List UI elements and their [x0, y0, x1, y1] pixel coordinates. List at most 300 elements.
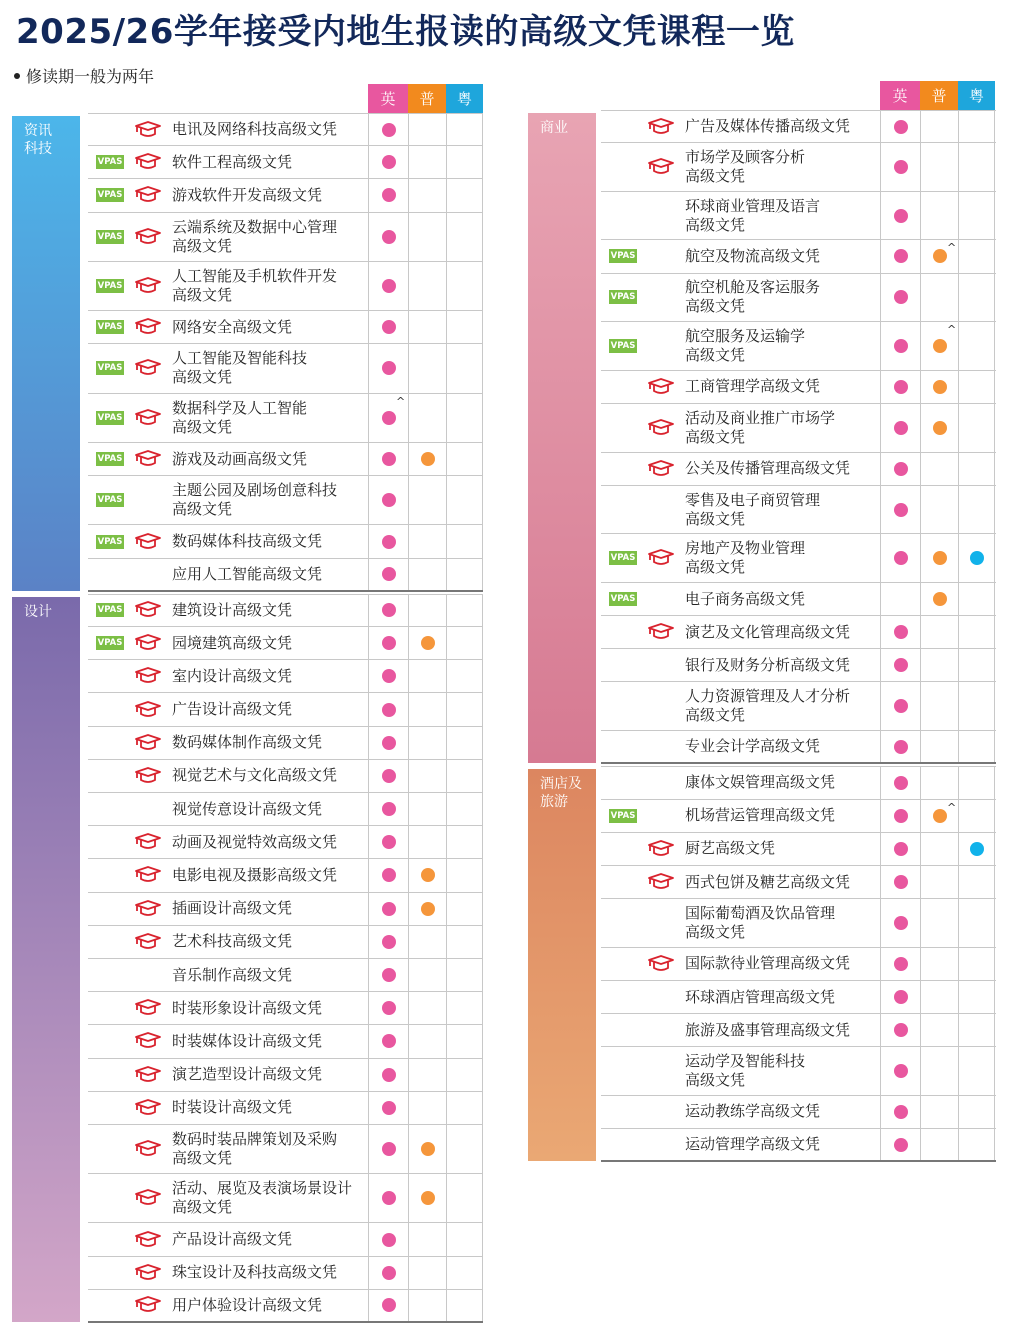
english-dot: [894, 957, 908, 971]
graduation-cap-icon: [647, 157, 675, 177]
english-dot: [382, 1034, 396, 1048]
course-name-line: 高级文凭: [172, 500, 233, 519]
course-name-line: 网络安全高级文凭: [172, 317, 293, 336]
course-row: [88, 594, 483, 627]
english-dot: [894, 875, 908, 889]
course-name: [675, 371, 880, 403]
language-cell-yue: [446, 394, 483, 442]
language-cell-pu: [408, 760, 446, 792]
vpas-badge: VPAS: [97, 412, 123, 423]
course-row: [88, 311, 483, 344]
english-dot: [894, 776, 908, 790]
english-dot: [382, 1068, 396, 1082]
course-row: [88, 826, 483, 859]
language-cell-pu: [920, 274, 958, 322]
course-name-line: 高级文凭: [172, 286, 233, 304]
course-row: [88, 893, 483, 926]
language-cell-yue: [958, 453, 995, 485]
language-cell-yue: [958, 948, 995, 980]
course-row: [601, 1014, 996, 1047]
mandarin-dot: [421, 902, 435, 916]
course-name-line: 专业会计学高级文凭: [685, 737, 821, 756]
language-cell-yue: [958, 899, 995, 947]
course-name-line: 高级文凭: [685, 706, 746, 725]
course-row: [88, 525, 483, 558]
language-cell-en: [368, 1223, 408, 1255]
language-header: [880, 81, 995, 110]
language-cell-pu: [408, 559, 446, 590]
course-row: [601, 371, 996, 404]
vpas-badge: VPAS: [97, 495, 123, 506]
language-cell-pu: [408, 959, 446, 991]
english-dot: [894, 120, 908, 134]
mandarin-dot: [933, 809, 947, 823]
language-cell-yue: [446, 826, 483, 858]
course-name: [162, 311, 368, 343]
english-dot: [894, 1138, 908, 1152]
graduation-cap-icon: [134, 666, 162, 686]
graduation-cap-icon: [134, 1139, 162, 1159]
course-name-line: 电子商务高级文凭: [685, 589, 806, 608]
language-cell-pu: [408, 660, 446, 692]
language-cell-yue: [958, 682, 995, 730]
course-row: [88, 959, 483, 992]
graduation-cap-icon: [134, 227, 162, 247]
course-name-line: 广告设计高级文凭: [172, 700, 293, 719]
language-cell-en: [880, 767, 920, 798]
language-cell-pu: [408, 179, 446, 211]
course-name-line: 西式包饼及糖艺高级文凭: [685, 872, 851, 891]
language-cell-yue: [958, 404, 995, 452]
graduation-cap-icon: [647, 872, 675, 892]
english-dot: [382, 603, 396, 617]
language-cell-en: [368, 1059, 408, 1091]
course-name: [675, 486, 880, 534]
course-name: [162, 959, 368, 991]
category-label: [528, 113, 596, 763]
course-name-line: 用户体验设计高级文凭: [172, 1295, 323, 1314]
course-name: [675, 649, 880, 681]
course-row: [88, 793, 483, 826]
language-cell-en: [880, 1047, 920, 1095]
english-dot: [382, 935, 396, 949]
language-cell-pu: [920, 767, 958, 798]
course-name: [675, 833, 880, 865]
language-cell-yue: [446, 213, 483, 261]
english-dot: [382, 279, 396, 293]
course-name-line: 音乐制作高级文凭: [172, 965, 293, 984]
course-name-line: 高级文凭: [685, 345, 746, 364]
language-cell-yue: [446, 443, 483, 475]
course-name-line: 时装形象设计高级文凭: [172, 998, 323, 1017]
vpas-badge: VPAS: [97, 605, 123, 616]
language-cell-pu: [408, 476, 446, 524]
language-cell-pu: [408, 627, 446, 659]
language-cell-yue: [958, 866, 995, 898]
language-cell-en: [880, 453, 920, 485]
language-cell-en: [880, 731, 920, 762]
language-cell-yue: [958, 731, 995, 762]
english-dot: [894, 1023, 908, 1037]
language-cell-yue: [446, 793, 483, 825]
language-cell-yue: [958, 833, 995, 865]
graduation-cap-icon: [134, 766, 162, 786]
language-cell-pu: [408, 114, 446, 145]
footnote-caret: ^: [396, 394, 406, 408]
course-name-line: 国际款待业管理高级文凭: [685, 954, 851, 973]
course-name: [675, 583, 880, 615]
language-cell-yue: [958, 322, 995, 370]
graduation-cap-icon: [134, 449, 162, 469]
english-dot: [894, 462, 908, 476]
graduation-cap-icon: [134, 633, 162, 653]
language-cell-pu: [408, 926, 446, 958]
language-cell-en: [368, 826, 408, 858]
language-cell-pu: [920, 682, 958, 730]
language-cell-pu: [920, 111, 958, 142]
mandarin-dot: [421, 1191, 435, 1205]
course-name: [162, 926, 368, 958]
language-cell-en: [368, 179, 408, 211]
language-cell-en: [368, 476, 408, 524]
header-english: 英: [368, 84, 408, 113]
language-cell-yue: [446, 1223, 483, 1255]
graduation-cap-icon: [647, 418, 675, 438]
course-name: [162, 1223, 368, 1255]
vpas-badge: VPAS: [97, 231, 123, 242]
course-name: [162, 859, 368, 891]
course-name: [162, 1059, 368, 1091]
course-row: [88, 627, 483, 660]
course-row: [601, 240, 996, 273]
mandarin-dot: [933, 380, 947, 394]
graduation-cap-icon: [134, 1098, 162, 1118]
course-name-line: 软件工程高级文凭: [172, 152, 293, 171]
language-cell-pu: [408, 213, 446, 261]
course-name-line: 人工智能及手机软件开发: [172, 267, 338, 285]
english-dot: [382, 535, 396, 549]
english-dot: [382, 669, 396, 683]
course-name: [675, 800, 880, 832]
english-dot: [382, 1191, 396, 1205]
course-row: [88, 693, 483, 726]
english-dot: [894, 740, 908, 754]
language-cell-pu: [920, 649, 958, 681]
language-cell-en: [368, 114, 408, 145]
language-cell-en: [880, 800, 920, 832]
language-cell-en: [880, 981, 920, 1013]
graduation-cap-icon: [134, 408, 162, 428]
course-name: [162, 394, 368, 442]
language-cell-en: [880, 404, 920, 452]
course-row: [88, 146, 483, 179]
course-name-line: 视觉艺术与文化高级文凭: [172, 766, 338, 785]
duration-note: [14, 64, 154, 87]
language-cell-pu: [920, 731, 958, 762]
course-name-line: 运动教练学高级文凭: [685, 1102, 821, 1121]
english-dot: [894, 249, 908, 263]
english-dot: [382, 452, 396, 466]
english-dot: [894, 842, 908, 856]
language-cell-pu: [920, 800, 958, 832]
english-dot: [382, 411, 396, 425]
english-dot: [382, 155, 396, 169]
language-cell-yue: [446, 1290, 483, 1321]
english-dot: [382, 835, 396, 849]
course-row: [88, 1290, 483, 1323]
course-name-line: 插画设计高级文凭: [172, 899, 293, 918]
language-cell-pu: [408, 1125, 446, 1173]
footnote-caret: ^: [947, 323, 957, 337]
course-name: [162, 893, 368, 925]
course-row: [88, 394, 483, 443]
language-cell-en: [368, 559, 408, 590]
language-cell-en: [368, 1092, 408, 1124]
course-row: [601, 649, 996, 682]
english-dot: [382, 902, 396, 916]
language-cell-yue: [446, 1059, 483, 1091]
course-name-line: 航空服务及运输学: [685, 326, 806, 345]
course-name: [162, 525, 368, 557]
course-group: [88, 113, 483, 592]
course-name: [675, 534, 880, 582]
category-label: [12, 597, 80, 1322]
graduation-cap-icon: [134, 600, 162, 620]
language-cell-en: [880, 192, 920, 240]
course-row: [601, 274, 996, 323]
vpas-badge: VPAS: [97, 454, 123, 465]
course-row: [601, 682, 996, 731]
language-cell-yue: [446, 1257, 483, 1289]
language-cell-pu: [408, 727, 446, 759]
language-cell-pu: [408, 826, 446, 858]
course-name-line: 高级文凭: [172, 1149, 233, 1168]
english-dot: [382, 188, 396, 202]
course-name: [162, 826, 368, 858]
cantonese-dot: [970, 842, 984, 856]
vpas-badge: VPAS: [97, 322, 123, 333]
graduation-cap-icon: [647, 117, 675, 137]
course-name-line: 数据科学及人工智能: [172, 398, 308, 417]
category-label-line: 设计: [24, 603, 52, 620]
mandarin-dot: [933, 421, 947, 435]
language-cell-pu: [408, 595, 446, 626]
course-name: [675, 981, 880, 1013]
course-row: [88, 113, 483, 146]
course-name-line: 室内设计高级文凭: [172, 666, 293, 685]
course-name-line: 建筑设计高级文凭: [172, 600, 293, 619]
course-name-line: 时装设计高级文凭: [172, 1098, 293, 1117]
course-name: [675, 322, 880, 370]
course-name: [162, 793, 368, 825]
english-dot: [382, 1298, 396, 1312]
language-cell-en: [880, 1096, 920, 1128]
course-name: [162, 146, 368, 178]
language-cell-yue: [958, 1096, 995, 1128]
language-cell-pu: [408, 1092, 446, 1124]
language-cell-en: [880, 240, 920, 272]
language-cell-en: [368, 262, 408, 310]
language-cell-yue: [446, 959, 483, 991]
english-dot: [894, 503, 908, 517]
course-row: [601, 1096, 996, 1129]
course-name-line: 动画及视觉特效高级文凭: [172, 832, 338, 851]
language-cell-yue: [446, 525, 483, 557]
course-row: [88, 859, 483, 892]
course-name-line: 演艺及文化管理高级文凭: [685, 622, 851, 641]
course-name-line: 高级文凭: [685, 509, 746, 528]
graduation-cap-icon: [647, 622, 675, 642]
course-row: [601, 866, 996, 899]
graduation-cap-icon: [134, 1230, 162, 1250]
course-name-line: 厨艺高级文凭: [685, 839, 776, 858]
vpas-badge: VPAS: [97, 281, 123, 291]
language-cell-en: [368, 1290, 408, 1321]
graduation-cap-icon: [134, 532, 162, 552]
course-name-line: 市场学及顾客分析: [685, 147, 806, 166]
language-cell-pu: [920, 240, 958, 272]
language-cell-en: [880, 534, 920, 582]
language-cell-pu: [920, 866, 958, 898]
language-cell-en: [880, 143, 920, 191]
course-name: [162, 1025, 368, 1057]
course-name-line: 云端系统及数据中心管理: [172, 217, 338, 236]
language-cell-yue: [958, 649, 995, 681]
english-dot: [382, 802, 396, 816]
language-cell-yue: [446, 893, 483, 925]
course-name-line: 机场营运管理高级文凭: [685, 806, 836, 825]
graduation-cap-icon: [647, 839, 675, 859]
graduation-cap-icon: [647, 548, 675, 568]
language-cell-pu: [408, 394, 446, 442]
course-name: [162, 213, 368, 261]
category-label-line: 酒店及: [540, 776, 582, 793]
course-row: [88, 992, 483, 1025]
language-cell-pu: [920, 981, 958, 1013]
language-cell-yue: [446, 1174, 483, 1222]
english-dot: [894, 658, 908, 672]
language-cell-pu: [408, 693, 446, 725]
language-cell-yue: [958, 192, 995, 240]
english-dot: [382, 1233, 396, 1247]
language-cell-pu: [920, 143, 958, 191]
graduation-cap-icon: [647, 954, 675, 974]
language-cell-en: [368, 793, 408, 825]
course-row: [88, 727, 483, 760]
language-cell-en: [368, 213, 408, 261]
language-cell-en: [368, 693, 408, 725]
header-cantonese: 粤: [958, 81, 995, 110]
mandarin-dot: [933, 339, 947, 353]
language-cell-pu: [408, 992, 446, 1024]
course-name-line: 运动学及智能科技: [685, 1052, 806, 1071]
course-name: [162, 114, 368, 145]
language-cell-en: [368, 146, 408, 178]
course-row: [601, 616, 996, 649]
language-cell-yue: [446, 311, 483, 343]
language-cell-pu: [920, 833, 958, 865]
course-row: [88, 926, 483, 959]
graduation-cap-icon: [134, 865, 162, 885]
course-name-line: 活动及商业推广市场学: [685, 408, 836, 427]
language-cell-yue: [446, 179, 483, 211]
mandarin-dot: [933, 249, 947, 263]
footnote-caret: ^: [947, 800, 957, 814]
course-row: [601, 110, 996, 143]
course-row: [601, 948, 996, 981]
category-label-line: 商业: [540, 120, 568, 136]
course-name: [162, 727, 368, 759]
language-cell-yue: [958, 767, 995, 798]
course-row: [88, 476, 483, 525]
language-cell-pu: [920, 486, 958, 534]
course-name-line: 活动、展览及表演场景设计: [172, 1179, 353, 1198]
course-name: [675, 274, 880, 322]
graduation-cap-icon: [134, 317, 162, 337]
vpas-badge: VPAS: [97, 190, 123, 201]
course-name: [675, 111, 880, 142]
mandarin-dot: [421, 868, 435, 882]
category-label: [12, 116, 80, 591]
course-name-line: 高级文凭: [685, 297, 746, 316]
language-cell-en: [880, 371, 920, 403]
course-name: [162, 992, 368, 1024]
vpas-badge: VPAS: [97, 157, 123, 168]
course-name-line: 高级文凭: [685, 922, 746, 941]
english-dot: [894, 421, 908, 435]
english-dot: [382, 703, 396, 717]
course-name-line: 房地产及物业管理: [685, 539, 806, 558]
language-cell-yue: [958, 486, 995, 534]
graduation-cap-icon: [134, 1188, 162, 1208]
graduation-cap-icon: [134, 899, 162, 919]
course-group: [88, 594, 483, 1323]
graduation-cap-icon: [134, 700, 162, 720]
language-cell-yue: [958, 111, 995, 142]
language-cell-en: [368, 859, 408, 891]
language-cell-yue: [958, 371, 995, 403]
language-cell-yue: [958, 534, 995, 582]
course-name-line: 演艺造型设计高级文凭: [172, 1065, 323, 1084]
language-cell-yue: [446, 344, 483, 392]
language-cell-pu: [920, 534, 958, 582]
course-name-line: 视觉传意设计高级文凭: [172, 799, 323, 818]
language-cell-yue: [446, 760, 483, 792]
vpas-badge: VPAS: [610, 810, 636, 821]
language-cell-pu: [408, 1223, 446, 1255]
course-name: [162, 179, 368, 211]
english-dot: [382, 567, 396, 581]
english-dot: [382, 1001, 396, 1015]
language-cell-en: [368, 893, 408, 925]
course-name: [675, 866, 880, 898]
language-cell-pu: [920, 899, 958, 947]
language-cell-en: [880, 1014, 920, 1046]
course-name: [162, 595, 368, 626]
language-cell-pu: [920, 1096, 958, 1128]
vpas-badge: VPAS: [97, 638, 123, 649]
course-row: [88, 1125, 483, 1174]
language-cell-yue: [446, 926, 483, 958]
page-title: 2025/26学年接受内地生报读的高级文凭课程一览: [16, 12, 795, 52]
language-cell-pu: [408, 344, 446, 392]
course-name-line: 高级文凭: [172, 417, 233, 436]
language-cell-en: [880, 899, 920, 947]
mandarin-dot: [933, 592, 947, 606]
course-row: [601, 192, 996, 241]
english-dot: [382, 868, 396, 882]
course-row: [88, 1257, 483, 1290]
